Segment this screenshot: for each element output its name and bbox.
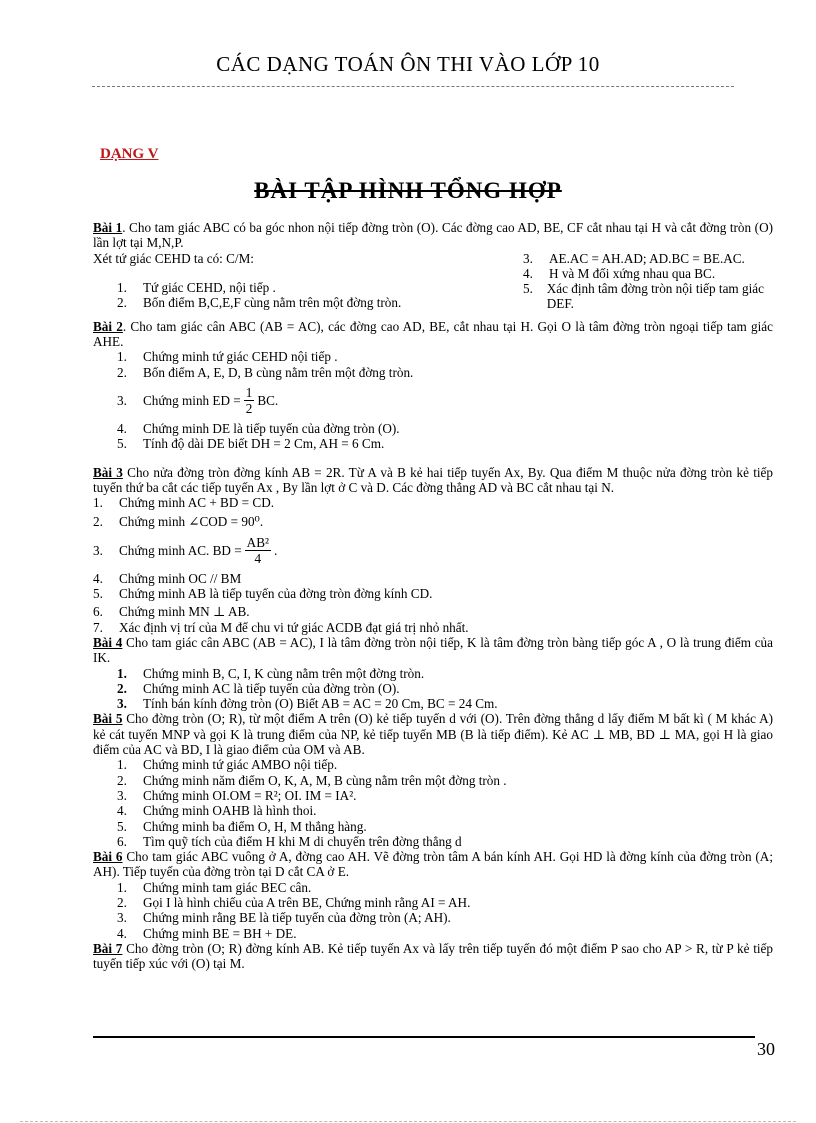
list-item: 1. Chứng minh tứ giác CEHD nội tiếp . [117, 349, 338, 365]
page-header: CÁC DẠNG TOÁN ÔN THI VÀO LỚP 10 [216, 52, 600, 76]
bai1-intro: Bài 1. Cho tam giác ABC có ba góc nhon nội tiếp đờng tròn (O). Các đờng cao AD, BE, CF cắt nhau tại H và cắt đờng tròn (O) lần lợt tại M,N,P. [93, 220, 773, 251]
list-item: 3. AE.AC = AH.AD; AD.BC = BE.AC. [523, 250, 745, 266]
bai1-right [523, 251, 773, 312]
list-item: 2. Chứng minh ∠COD = 90⁰. [93, 514, 264, 530]
exercise-content [93, 220, 773, 971]
page-number: 30 [757, 1039, 775, 1059]
list-item: 3. Chứng minh AC. BD = $\frac{\text{AB²}}{4}$ . [93, 534, 278, 566]
list-item: 2. Bốn điểm B,C,E,F cùng nằm trên một đờng tròn. [117, 295, 402, 311]
bai3-intro: Bài 3 Cho nửa đờng tròn đờng kính AB = 2R. Từ A và B kẻ hai tiếp tuyến Ax, By. Qua điểm M thuộc nửa đờng tròn kẻ tiếp tuyến thứ ba cắt các tiếp tuyến Ax , By lần lợt ở C và D. Các đờng thẳng AD và BC cắt nhau tại N. [93, 464, 773, 495]
list-item: 1. Chứng minh tam giác BEC cân. [117, 879, 312, 895]
list-item: 4. Chứng minh BE = BH + DE. [117, 925, 297, 941]
list-item: 4. Chứng minh OAHB là hình thoi. [117, 803, 317, 819]
bai5-label: Bài 5 [93, 711, 123, 727]
bai6-intro: Bài 6 Cho tam giác ABC vuông ở A, đờng cao AH. Vẽ đờng tròn tâm A bán kính AH. Gọi HD là đờng kính của đờng tròn (A; AH). Tiếp tuyến của đờng tròn tại D cắt CA ở E. [93, 849, 773, 880]
bai1-line2: Xét tứ giác CEHD ta có: C/M: [93, 250, 254, 266]
bai2-list [93, 349, 773, 451]
list-item: 2. Chứng minh AC là tiếp tuyến của đờng tròn (O). [117, 680, 400, 696]
bai5-intro: Bài 5 Cho đờng tròn (O; R), từ một điểm A trên (O) kẻ tiếp tuyến d với (O). Trên đờng thẳng d lấy điểm M bất kì ( M khác A) kẻ cát tuyến MNP và gọi K là trung điểm của NP, kẻ tiếp tuyến MB (B là tiếp điểm). Kẻ AC ⊥ MB, BD ⊥ MA, gọi H là giao điểm của AC và BD, I là giao điểm của OM và AB. [93, 711, 773, 758]
list-item: 3. Chứng minh OI.OM = R²; OI. IM = IA². [117, 787, 357, 803]
list-item: 5. Chứng minh AB là tiếp tuyến của đờng tròn đờng kính CD. [93, 586, 433, 602]
list-item: 3. Tính bán kính đờng tròn (O) Biết AB = AC = 20 Cm, BC = 24 Cm. [117, 696, 498, 712]
list-item: 4. H và M đối xứng nhau qua BC. [523, 265, 716, 281]
bai4-list [93, 666, 773, 712]
bai1-left-list [93, 280, 523, 311]
list-item: 1. Tứ giác CEHD, nội tiếp . [117, 279, 276, 295]
page-title: BÀI TẬP HÌNH TỔNG HỢP [254, 178, 562, 203]
footer-divider [93, 1036, 755, 1038]
bai3-list [93, 495, 773, 635]
list-item: 3. Chứng minh rằng BE là tiếp tuyến của đờng tròn (A; AH). [117, 910, 451, 926]
list-item: 4. Chứng minh DE là tiếp tuyến của đờng tròn (O). [117, 420, 400, 436]
list-item: 6. Tìm quỹ tích của điểm H khi M di chuyển trên đờng thẳng d [117, 833, 462, 849]
list-item: 5. Tính độ dài DE biết DH = 2 Cm, AH = 6 Cm. [117, 436, 385, 452]
bai3-label: Bài 3 [93, 464, 123, 480]
list-item: 2. Gọi I là hình chiếu của A trên BE, Chứng minh rằng AI = AH. [117, 894, 471, 910]
bai2-label: Bài 2 [93, 318, 123, 334]
header-divider [92, 86, 734, 87]
list-item: 2. Chứng minh năm điểm O, K, A, M, B cùng nằm trên một đờng tròn . [117, 772, 507, 788]
list-item: 1. Chứng minh AC + BD = CD. [93, 495, 275, 511]
bai1-columns [93, 251, 773, 312]
list-item: 5. Chứng minh ba điểm O, H, M thẳng hàng. [117, 818, 367, 834]
bai7-label: Bài 7 [93, 940, 123, 956]
page-bottom-edge [20, 1121, 796, 1122]
list-item: 3. Chứng minh ED = $\frac{1}{2}$ BC. [117, 384, 279, 416]
fraction: $\frac{\text{AB²}}{4}$ [246, 534, 269, 566]
bai1-left [93, 251, 523, 312]
bai7-intro: Bài 7 Cho đờng tròn (O; R) đờng kính AB. Kẻ tiếp tuyến Ax và lấy trên tiếp tuyến đó một điểm P sao cho AP > R, từ P kẻ tiếp tuyến tiếp xúc với (O) tại M. [93, 940, 773, 972]
list-item: 7. Xác định vị trí của M để chu vi tứ giác ACDB đạt giá trị nhỏ nhất. [93, 619, 469, 635]
bai4-intro: Bài 4 Cho tam giác cân ABC (AB = AC), I là tâm đờng tròn nội tiếp, K là tâm đờng tròn bàng tiếp góc A , O là trung điểm của IK. [93, 634, 773, 666]
list-item: 5. Xác định tâm đờng tròn nội tiếp tam giác DEF. [523, 281, 764, 312]
section-label: DẠNG V [100, 146, 159, 162]
list-item: 1. Chứng minh B, C, I, K cùng nằm trên một đờng tròn. [117, 665, 425, 681]
bai6-label: Bài 6 [93, 849, 123, 865]
bai1-right-list [523, 251, 773, 312]
list-item: 4. Chứng minh OC // BM [93, 570, 242, 586]
list-item: 1. Chứng minh tứ giác AMBO nội tiếp. [117, 757, 338, 773]
bai2-intro: Bài 2. Cho tam giác cân ABC (AB = AC), các đờng cao AD, BE, cắt nhau tại H. Gọi O là tâm đờng tròn ngoại tiếp tam giác AHE. [93, 318, 773, 350]
list-item: 6. Chứng minh MN ⊥ AB. [93, 604, 250, 620]
bai5-list [93, 757, 773, 849]
bai4-label: Bài 4 [93, 634, 123, 650]
list-item: 2. Bốn điểm A, E, D, B cùng nằm trên một đờng tròn. [117, 364, 414, 380]
bai6-list [93, 880, 773, 941]
bai1-label: Bài 1 [93, 220, 123, 235]
fraction: $\frac{1}{2}$ [245, 384, 253, 416]
